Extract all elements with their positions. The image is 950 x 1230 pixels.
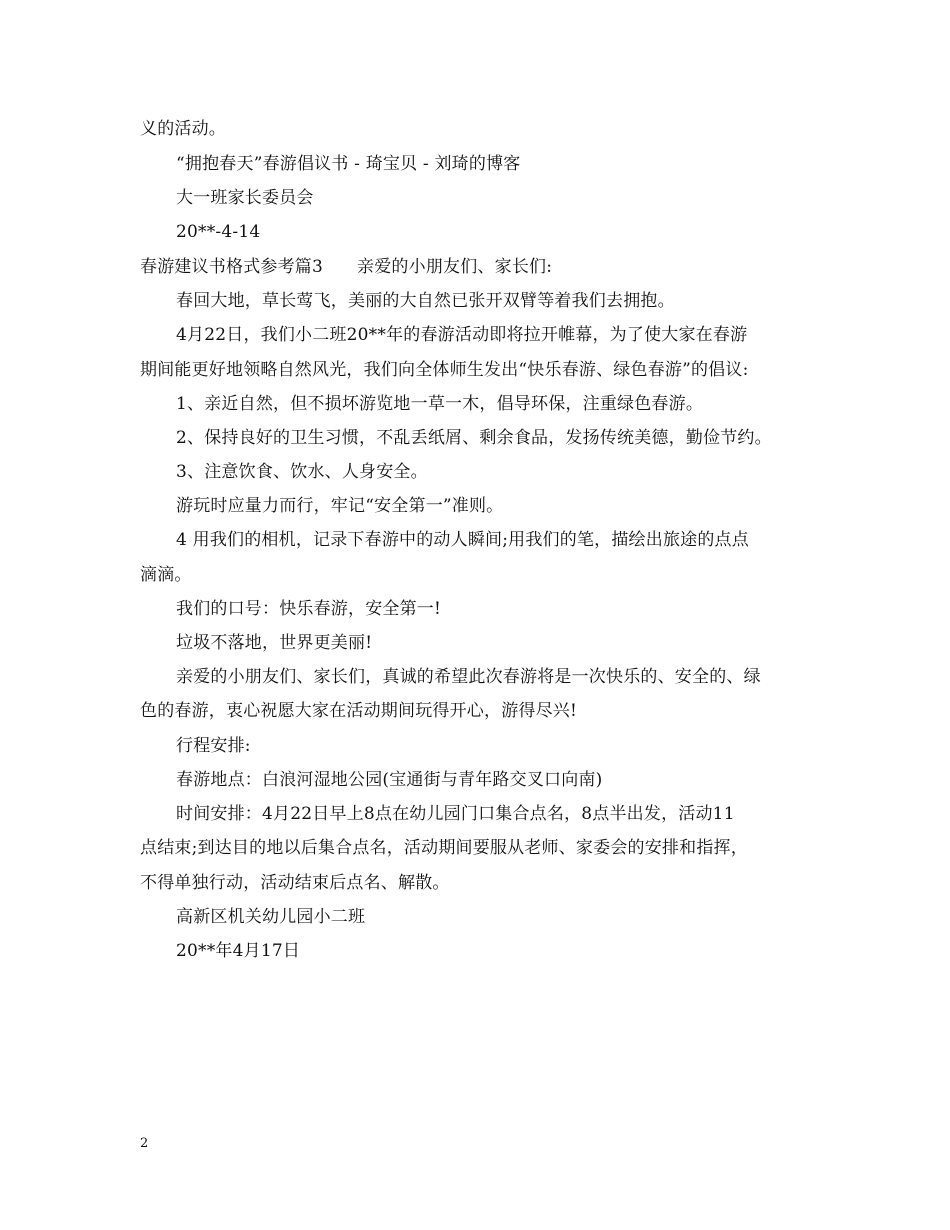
text-line: 期间能更好地领略自然风光，我们向全体师生发出“快乐春游、绿色春游”的倡议: [140,360,749,380]
text-line: 色的春游，衷心祝愿大家在活动期间玩得开心，游得尽兴! [140,701,578,721]
text-line: 游玩时应量力而行，牢记“安全第一”准则。 [176,496,504,516]
text-line: 大一班家长委员会 [176,188,314,208]
text-line: 春游地点：白浪河湿地公园(宝通街与青年路交叉口向南) [176,770,603,790]
text-line: 垃圾不落地，世界更美丽! [176,633,373,653]
text-line: 春回大地，草长莺飞，美丽的大自然已张开双臂等着我们去拥抱。 [176,291,675,311]
text-line: 我们的口号：快乐春游，安全第一! [176,599,442,619]
text-line: 不得单独行动，活动结束后点名、解散。 [140,873,450,893]
text-line: “拥抱春天”春游倡议书 - 琦宝贝 - 刘琦的博客 [176,154,521,174]
date-line: 20**年4月17日 [176,941,301,961]
text-line: 高新区机关幼儿园小二班 [176,907,366,927]
text-line: 点结束;到达目的地以后集合点名，活动期间要服从老师、家委会的安排和指挥， [140,838,748,858]
text-line: 4 用我们的相机，记录下春游中的动人瞬间;用我们的笔，描绘出旅途的点点 [176,530,749,550]
text-line: 3、注意饮食、饮水、人身安全。 [176,462,428,482]
text-line: 时间安排：4月22日早上8点在幼儿园门口集合点名，8点半出发，活动11 [176,804,735,824]
text-line: 2、保持良好的卫生习惯，不乱丢纸屑、剩余食品，发扬传统美德，勤俭节约。 [176,428,772,448]
text-line: 4月22日，我们小二班20**年的春游活动即将拉开帷幕，为了使大家在春游 [176,325,748,345]
salutation: 亲爱的小朋友们、家长们: [357,257,553,277]
text-line: 亲爱的小朋友们、家长们，真诚的希望此次春游将是一次快乐的、安全的、绿 [176,667,761,687]
section-heading: 春游建议书格式参考篇3 [140,257,324,277]
text-line: 滴滴。 [140,565,192,585]
text-line: 1、亲近自然，但不损坏游览地一草一木，倡导环保，注重绿色春游。 [176,394,704,414]
page-number: 2 [140,1136,149,1151]
text-line: 行程安排: [176,736,251,756]
text-line: 20**-4-14 [176,222,261,242]
section-heading-line [140,256,552,278]
text-line: 义的活动。 [140,119,226,139]
